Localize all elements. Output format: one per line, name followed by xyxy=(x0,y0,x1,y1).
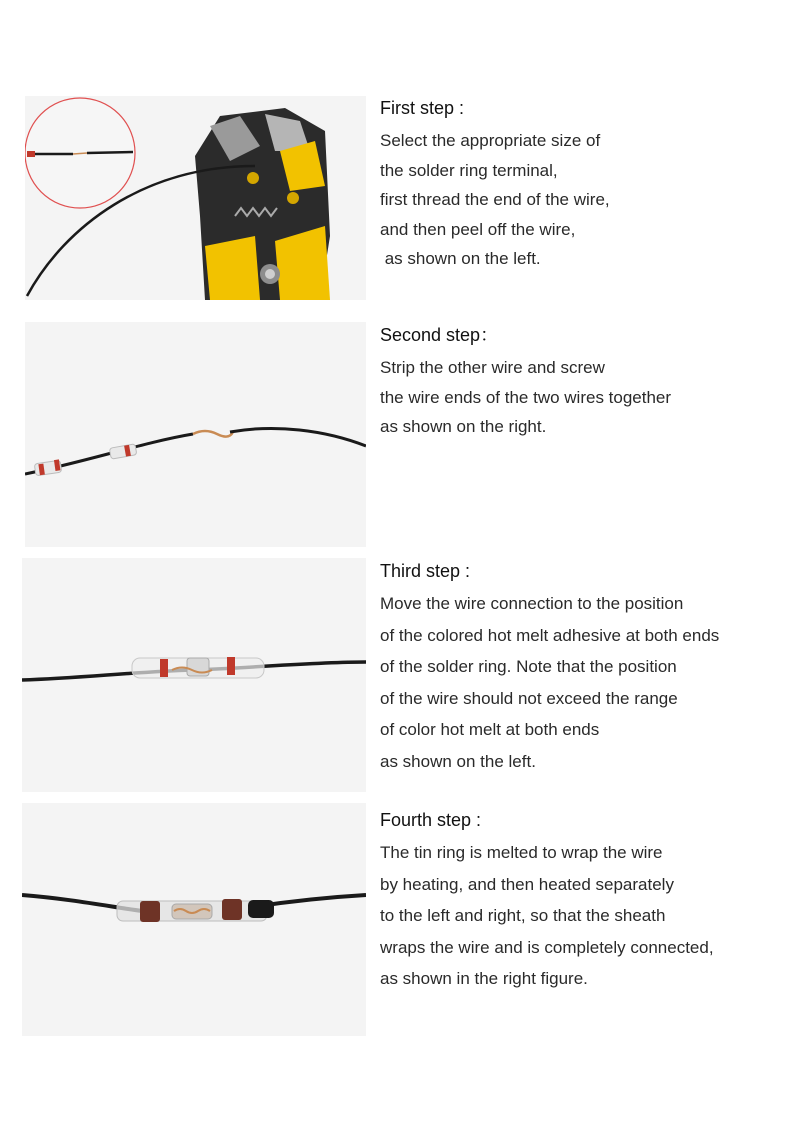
step-3-title: Third step : xyxy=(380,561,471,581)
step-4-line: The tin ring is melted to wrap the wire xyxy=(380,843,663,862)
step-4-line: wraps the wire and is completely connected, xyxy=(380,937,714,957)
step-4-text xyxy=(380,807,790,995)
step-3-text xyxy=(380,558,790,778)
step-2-lines xyxy=(380,353,790,442)
step-4-lines xyxy=(380,837,790,995)
step-2-text xyxy=(380,323,790,442)
wire-stripper-illustration xyxy=(25,96,366,300)
step-3-line: of color hot melt at both ends xyxy=(380,720,600,740)
melted-solder-sleeve-illustration xyxy=(22,803,366,1036)
solder-sleeve-positioned-illustration xyxy=(22,558,366,792)
step-3-line: of the wire should not exceed the range xyxy=(380,688,678,708)
step-3-line: of the colored hot melt adhesive at both ends xyxy=(380,625,720,645)
step-3-photo xyxy=(22,558,366,792)
step-2-photo xyxy=(25,322,366,547)
step-4-line: by heating, and then heated separately xyxy=(380,874,674,894)
step-2-title: Second step： xyxy=(380,325,499,345)
step-4-photo xyxy=(22,803,366,1036)
step-1-photo xyxy=(25,96,366,300)
step-3-line: of the solder ring. Note that the position xyxy=(380,657,677,677)
step-3-line: as shown on the left. xyxy=(380,751,536,771)
twisted-wires-illustration xyxy=(25,322,366,547)
step-2-line: Strip the other wire and screw xyxy=(380,358,605,377)
step-1-line: Select the appropriate size of xyxy=(380,131,601,150)
step-3-line: Move the wire connection to the position xyxy=(380,594,684,613)
step-1-line: as shown on the left. xyxy=(380,249,541,268)
step-1-line: first thread the end of the wire, xyxy=(380,190,610,209)
step-1-line: and then peel off the wire, xyxy=(380,219,576,239)
step-3-lines xyxy=(380,588,790,778)
step-1-lines xyxy=(380,126,790,274)
step-4-title: Fourth step : xyxy=(380,810,482,830)
step-4-line: to the left and right, so that the sheath xyxy=(380,906,666,926)
step-4-line: as shown in the right figure. xyxy=(380,969,588,989)
step-1-text xyxy=(380,96,790,274)
step-2-line: as shown on the right. xyxy=(380,417,547,436)
step-1-line: the solder ring terminal, xyxy=(380,160,558,180)
step-2-line: the wire ends of the two wires together xyxy=(380,387,672,407)
step-1-title: First step : xyxy=(380,98,465,118)
